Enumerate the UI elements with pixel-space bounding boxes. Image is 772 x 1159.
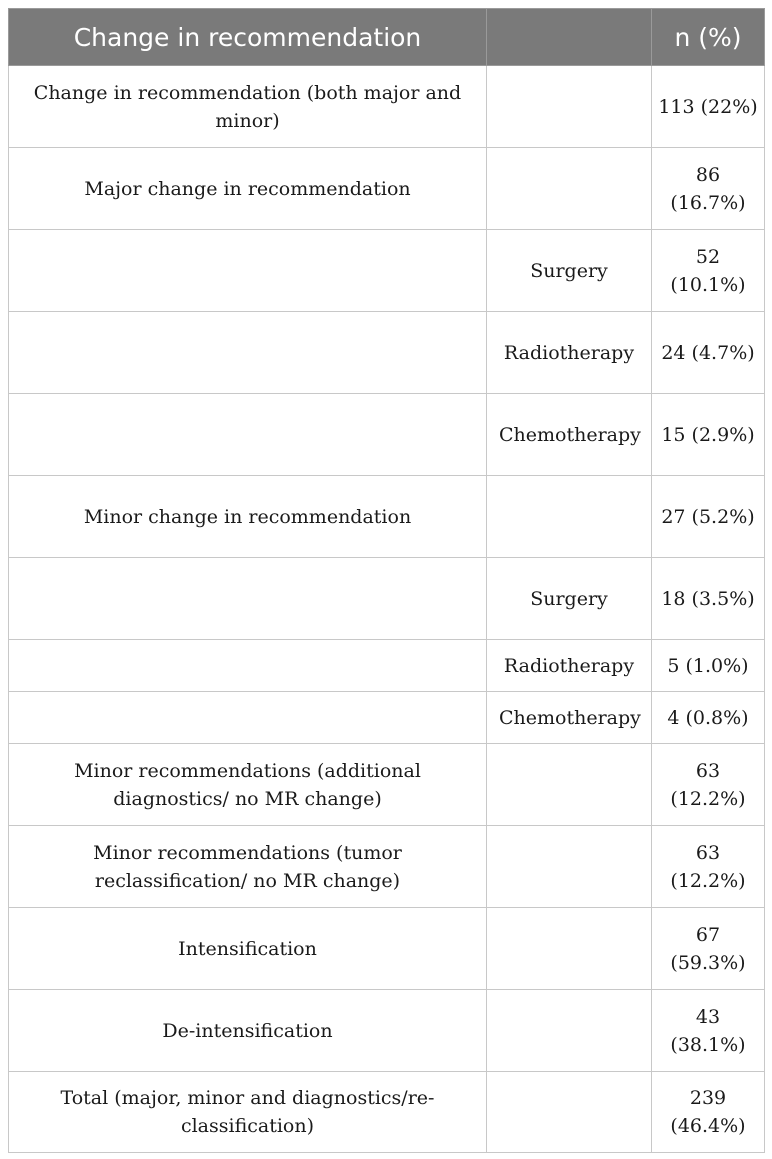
- row-subcategory: Surgery: [487, 558, 652, 640]
- table-row: [9, 476, 765, 558]
- row-value: 43 (38.1%): [652, 990, 765, 1072]
- row-value: 5 (1.0%): [652, 640, 765, 692]
- table-row: [9, 1072, 765, 1153]
- row-label: Minor change in recommendation: [9, 476, 487, 558]
- row-subcategory: [487, 744, 652, 826]
- row-subcategory: [487, 990, 652, 1072]
- row-value: 18 (3.5%): [652, 558, 765, 640]
- row-subcategory: Chemotherapy: [487, 394, 652, 476]
- table-row: [9, 826, 765, 908]
- row-label: Major change in recommendation: [9, 148, 487, 230]
- row-subcategory: [487, 1072, 652, 1153]
- table-row: [9, 558, 765, 640]
- row-subcategory: [487, 908, 652, 990]
- table-row: [9, 692, 765, 744]
- table-row: [9, 312, 765, 394]
- row-label: [9, 230, 487, 312]
- row-value: 63 (12.2%): [652, 826, 765, 908]
- row-label: Minor recommendations (tumor reclassification/ no MR change): [9, 826, 487, 908]
- row-subcategory: [487, 476, 652, 558]
- row-value: 63 (12.2%): [652, 744, 765, 826]
- row-subcategory: [487, 826, 652, 908]
- row-label: Total (major, minor and diagnostics/re-classification): [9, 1072, 487, 1153]
- row-value: 86 (16.7%): [652, 148, 765, 230]
- row-subcategory: Radiotherapy: [487, 312, 652, 394]
- table-row: [9, 990, 765, 1072]
- table-row: [9, 394, 765, 476]
- row-value: 239 (46.4%): [652, 1072, 765, 1153]
- row-value: 24 (4.7%): [652, 312, 765, 394]
- row-label: [9, 394, 487, 476]
- row-label: Minor recommendations (additional diagnostics/ no MR change): [9, 744, 487, 826]
- recommendation-change-table: [8, 8, 765, 1153]
- row-label: Intensification: [9, 908, 487, 990]
- row-subcategory: Radiotherapy: [487, 640, 652, 692]
- table-row: [9, 640, 765, 692]
- table-row: [9, 744, 765, 826]
- row-subcategory: [487, 66, 652, 148]
- row-label: De-intensification: [9, 990, 487, 1072]
- row-value: 15 (2.9%): [652, 394, 765, 476]
- row-value: 113 (22%): [652, 66, 765, 148]
- table-header-row: [9, 9, 765, 66]
- row-subcategory: Chemotherapy: [487, 692, 652, 744]
- table-row: [9, 66, 765, 148]
- row-value: 27 (5.2%): [652, 476, 765, 558]
- row-value: 4 (0.8%): [652, 692, 765, 744]
- table-row: [9, 148, 765, 230]
- row-label: [9, 692, 487, 744]
- row-value: 67 (59.3%): [652, 908, 765, 990]
- row-subcategory: [487, 148, 652, 230]
- row-label: Change in recommendation (both major and minor): [9, 66, 487, 148]
- row-label: [9, 312, 487, 394]
- header-subcategory: [487, 9, 652, 66]
- row-subcategory: Surgery: [487, 230, 652, 312]
- header-change-in-recommendation: Change in recommendation: [9, 9, 487, 66]
- row-value: 52 (10.1%): [652, 230, 765, 312]
- table-row: [9, 230, 765, 312]
- row-label: [9, 558, 487, 640]
- table-row: [9, 908, 765, 990]
- header-n-percent: n (%): [652, 9, 765, 66]
- row-label: [9, 640, 487, 692]
